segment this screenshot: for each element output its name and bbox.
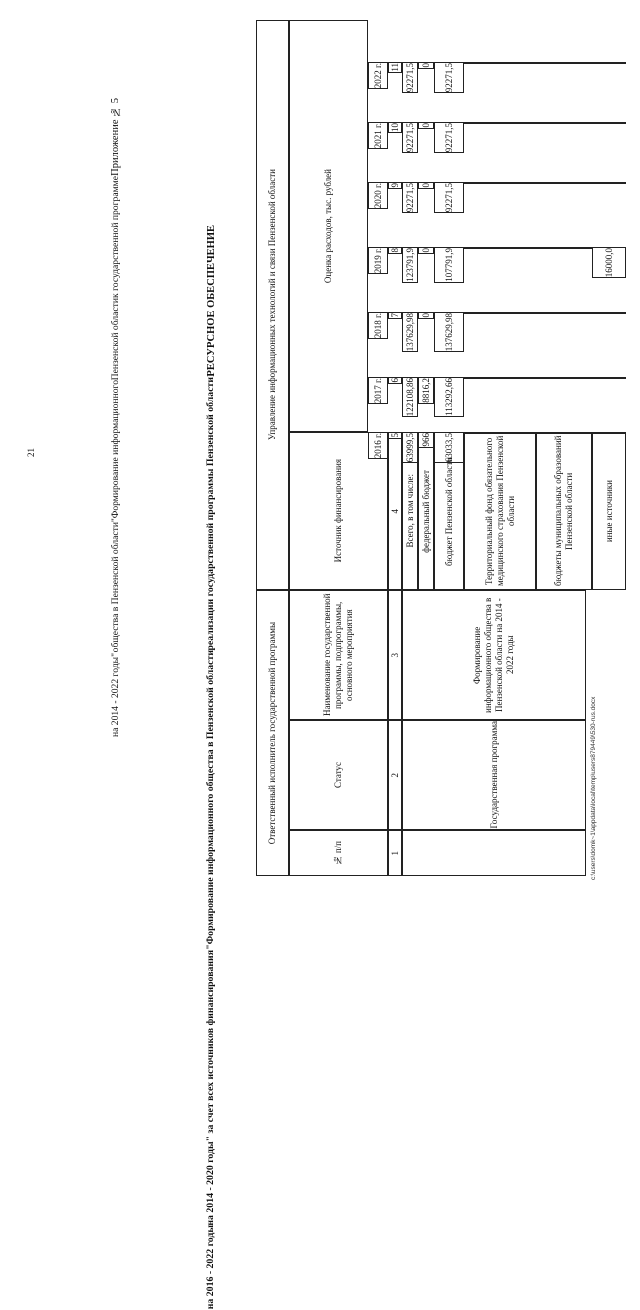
value-cell bbox=[418, 182, 434, 189]
value-cell bbox=[402, 312, 418, 352]
year-header-cell-text: 2018 г. bbox=[372, 313, 383, 339]
column-number-cell-text: 7 bbox=[389, 313, 400, 318]
appendix-line: к государственной программе bbox=[109, 175, 121, 298]
column-number-cell-text: 9 bbox=[389, 183, 400, 188]
executor-value-cell bbox=[256, 20, 289, 590]
value-cell-text: 113292,66 bbox=[443, 378, 454, 416]
value-cell-text: 63999,5 bbox=[404, 433, 415, 463]
value-cell bbox=[434, 247, 464, 283]
value-cell bbox=[464, 432, 536, 434]
source-label-cell bbox=[418, 432, 434, 590]
column-number-cell bbox=[388, 312, 402, 319]
value-cell bbox=[536, 122, 592, 124]
column-number-cell-text: 4 bbox=[389, 508, 400, 514]
year-header-cell bbox=[368, 312, 388, 339]
column-number-cell-text: 10 bbox=[389, 123, 400, 132]
appendix-line: общества в Пензенской области bbox=[109, 522, 121, 653]
value-cell-text: 0 bbox=[420, 248, 431, 253]
source-label-cell bbox=[592, 432, 626, 590]
value-cell bbox=[434, 182, 464, 213]
column-number-cell bbox=[388, 377, 402, 384]
value-cell bbox=[592, 377, 626, 379]
value-cell bbox=[592, 122, 626, 124]
title-heading: РЕСУРСНОЕ ОБЕСПЕЧЕНИЕ bbox=[205, 225, 217, 377]
year-header-cell-text: 2019 г. bbox=[372, 248, 383, 274]
value-cell bbox=[464, 247, 536, 249]
value-cell bbox=[402, 247, 418, 283]
row-name-cell bbox=[402, 590, 586, 720]
header-name-cell bbox=[289, 590, 388, 720]
value-cell bbox=[434, 312, 464, 352]
value-cell bbox=[592, 432, 626, 434]
appendix-line: на 2014 - 2022 годы" bbox=[109, 652, 121, 737]
row-num-cell bbox=[402, 830, 586, 876]
header-status-cell-text: Статус bbox=[333, 762, 343, 788]
value-cell bbox=[418, 247, 434, 254]
value-cell bbox=[434, 377, 464, 417]
header-name-cell-text: Наименование государственной программы, подпрограммы, основного мероприятия bbox=[322, 593, 354, 717]
value-cell bbox=[402, 62, 418, 93]
header-expenses-cell-text: Оценка расходов, тыс. рублей bbox=[323, 168, 333, 284]
value-cell bbox=[434, 122, 464, 153]
column-number-cell-text: 1 bbox=[389, 850, 400, 856]
appendix-note bbox=[70, 98, 160, 737]
value-cell bbox=[592, 247, 626, 278]
column-number-cell-text: 2 bbox=[389, 772, 400, 778]
value-cell-text: 92271,5 bbox=[404, 123, 415, 153]
value-cell-text: 123791,9 bbox=[404, 248, 415, 282]
executor-label-cell-text: Ответственный исполнитель государственной программы bbox=[267, 621, 277, 845]
value-cell-text: 92271,5 bbox=[404, 63, 415, 93]
value-cell bbox=[536, 432, 592, 434]
value-cell-text: 107791,9 bbox=[443, 248, 454, 282]
value-cell-text: 92271,5 bbox=[443, 63, 454, 93]
column-number-cell-text: 3 bbox=[389, 652, 400, 658]
value-cell bbox=[536, 312, 592, 314]
value-cell-text: 0 bbox=[420, 123, 431, 128]
title-line: на 2016 - 2022 годы bbox=[205, 1225, 216, 1310]
column-number-cell-text: 8 bbox=[389, 248, 400, 253]
column-number-cell bbox=[388, 830, 402, 876]
value-cell bbox=[536, 62, 592, 64]
executor-label-cell bbox=[256, 590, 289, 876]
source-label-cell-text: бюджеты муниципальных образований Пензенской области bbox=[553, 435, 574, 587]
year-header-cell bbox=[368, 182, 388, 209]
appendix-line: "Формирование информационного bbox=[109, 380, 121, 523]
value-cell-text: 122108,86 bbox=[404, 378, 415, 417]
executor-value-cell-text: Управление информационных технологий и связи Пензенской области bbox=[267, 169, 277, 441]
value-cell bbox=[464, 312, 536, 314]
file-path-footer: c:\users\domk~1\appdata\local\temp\users879449\530-rus.docx bbox=[590, 696, 597, 880]
value-cell bbox=[592, 182, 626, 184]
row-status-cell-text: Государственная программа bbox=[488, 721, 499, 829]
header-source-cell-text: Источник финансирования bbox=[333, 459, 343, 563]
source-label-cell bbox=[464, 432, 536, 590]
value-cell bbox=[402, 182, 418, 213]
value-cell bbox=[402, 122, 418, 153]
value-cell-text: 966 bbox=[420, 433, 431, 447]
column-number-cell-text: 5 bbox=[389, 433, 400, 438]
column-number-cell-text: 6 bbox=[389, 378, 400, 383]
value-cell-text: 0 bbox=[420, 313, 431, 318]
value-cell bbox=[418, 432, 434, 448]
value-cell-text: 16000,0 bbox=[603, 248, 614, 278]
year-header-cell bbox=[368, 62, 388, 89]
value-cell bbox=[418, 312, 434, 319]
column-number-cell bbox=[388, 62, 402, 73]
column-number-cell bbox=[388, 247, 402, 254]
value-cell bbox=[464, 182, 536, 184]
column-number-cell-text: 11 bbox=[389, 63, 400, 72]
row-status-cell bbox=[402, 720, 586, 830]
year-header-cell bbox=[368, 122, 388, 149]
year-header-cell bbox=[368, 377, 388, 404]
column-number-cell bbox=[388, 720, 402, 830]
header-num-cell-text: № п/п bbox=[333, 840, 343, 866]
header-status-cell bbox=[289, 720, 388, 830]
value-cell-text: 0 bbox=[420, 63, 431, 68]
value-cell bbox=[464, 377, 536, 379]
source-label-cell bbox=[536, 432, 592, 590]
value-cell bbox=[592, 62, 626, 64]
value-cell bbox=[418, 377, 434, 404]
source-label-cell-text: иные источники bbox=[603, 479, 614, 543]
column-number-cell bbox=[388, 590, 402, 720]
value-cell-text: 137629,98 bbox=[443, 313, 454, 352]
year-header-cell-text: 2017 г. bbox=[372, 378, 383, 404]
appendix-line: Пензенской области bbox=[109, 297, 121, 381]
header-expenses-cell bbox=[289, 20, 368, 432]
document-title bbox=[172, 225, 250, 1310]
value-cell bbox=[402, 432, 418, 463]
value-cell-text: 92271,5 bbox=[443, 123, 454, 153]
source-label-cell-text: бюджет Пензенской области bbox=[443, 456, 454, 566]
value-cell bbox=[434, 432, 464, 463]
page-number: 21 bbox=[26, 448, 36, 458]
year-header-cell-text: 2016 г. bbox=[372, 433, 383, 459]
title-line: на 2014 - 2020 годы" за счет всех источников финансирования bbox=[205, 949, 216, 1226]
value-cell-text: 0 bbox=[420, 183, 431, 188]
value-cell-text: 63033,5 bbox=[443, 433, 454, 463]
value-cell-text: 137629,98 bbox=[404, 313, 415, 352]
column-number-cell bbox=[388, 182, 402, 189]
value-cell bbox=[592, 312, 626, 314]
value-cell bbox=[464, 62, 536, 64]
value-cell bbox=[536, 247, 592, 249]
value-cell bbox=[536, 182, 592, 184]
title-line: "Формирование информационного общества в Пензенской области bbox=[205, 650, 216, 950]
column-number-cell bbox=[388, 122, 402, 133]
value-cell bbox=[434, 62, 464, 93]
year-header-cell bbox=[368, 432, 388, 459]
value-cell bbox=[464, 122, 536, 124]
value-cell-text: 92271,5 bbox=[443, 183, 454, 213]
value-cell bbox=[536, 377, 592, 379]
value-cell bbox=[418, 122, 434, 129]
value-cell-text: 8816,2 bbox=[420, 378, 431, 403]
title-line: реализации государственной программы Пензенской области bbox=[205, 376, 216, 651]
source-label-cell-text: Всего, в том числе: bbox=[404, 474, 415, 548]
column-number-cell bbox=[388, 432, 402, 590]
value-cell-text: 92271,5 bbox=[404, 183, 415, 213]
source-label-cell-text: Территориальный фонд обязательного медицинского страхования Пензенской области bbox=[483, 435, 516, 587]
source-label-cell-text: федеральный бюджет bbox=[420, 469, 431, 553]
column-number-cell bbox=[388, 432, 402, 439]
appendix-line: Приложение № 5 bbox=[109, 98, 121, 176]
row-name-cell-text: Формирование информационного общества в Пензенской области на 2014 - 2022 годы bbox=[472, 597, 515, 713]
value-cell bbox=[402, 377, 418, 417]
year-header-cell-text: 2020 г. bbox=[372, 183, 383, 209]
year-header-cell bbox=[368, 247, 388, 274]
year-header-cell-text: 2021 г. bbox=[372, 123, 383, 149]
value-cell bbox=[418, 62, 434, 69]
year-header-cell-text: 2022 г. bbox=[372, 63, 383, 89]
header-num-cell bbox=[289, 830, 388, 876]
